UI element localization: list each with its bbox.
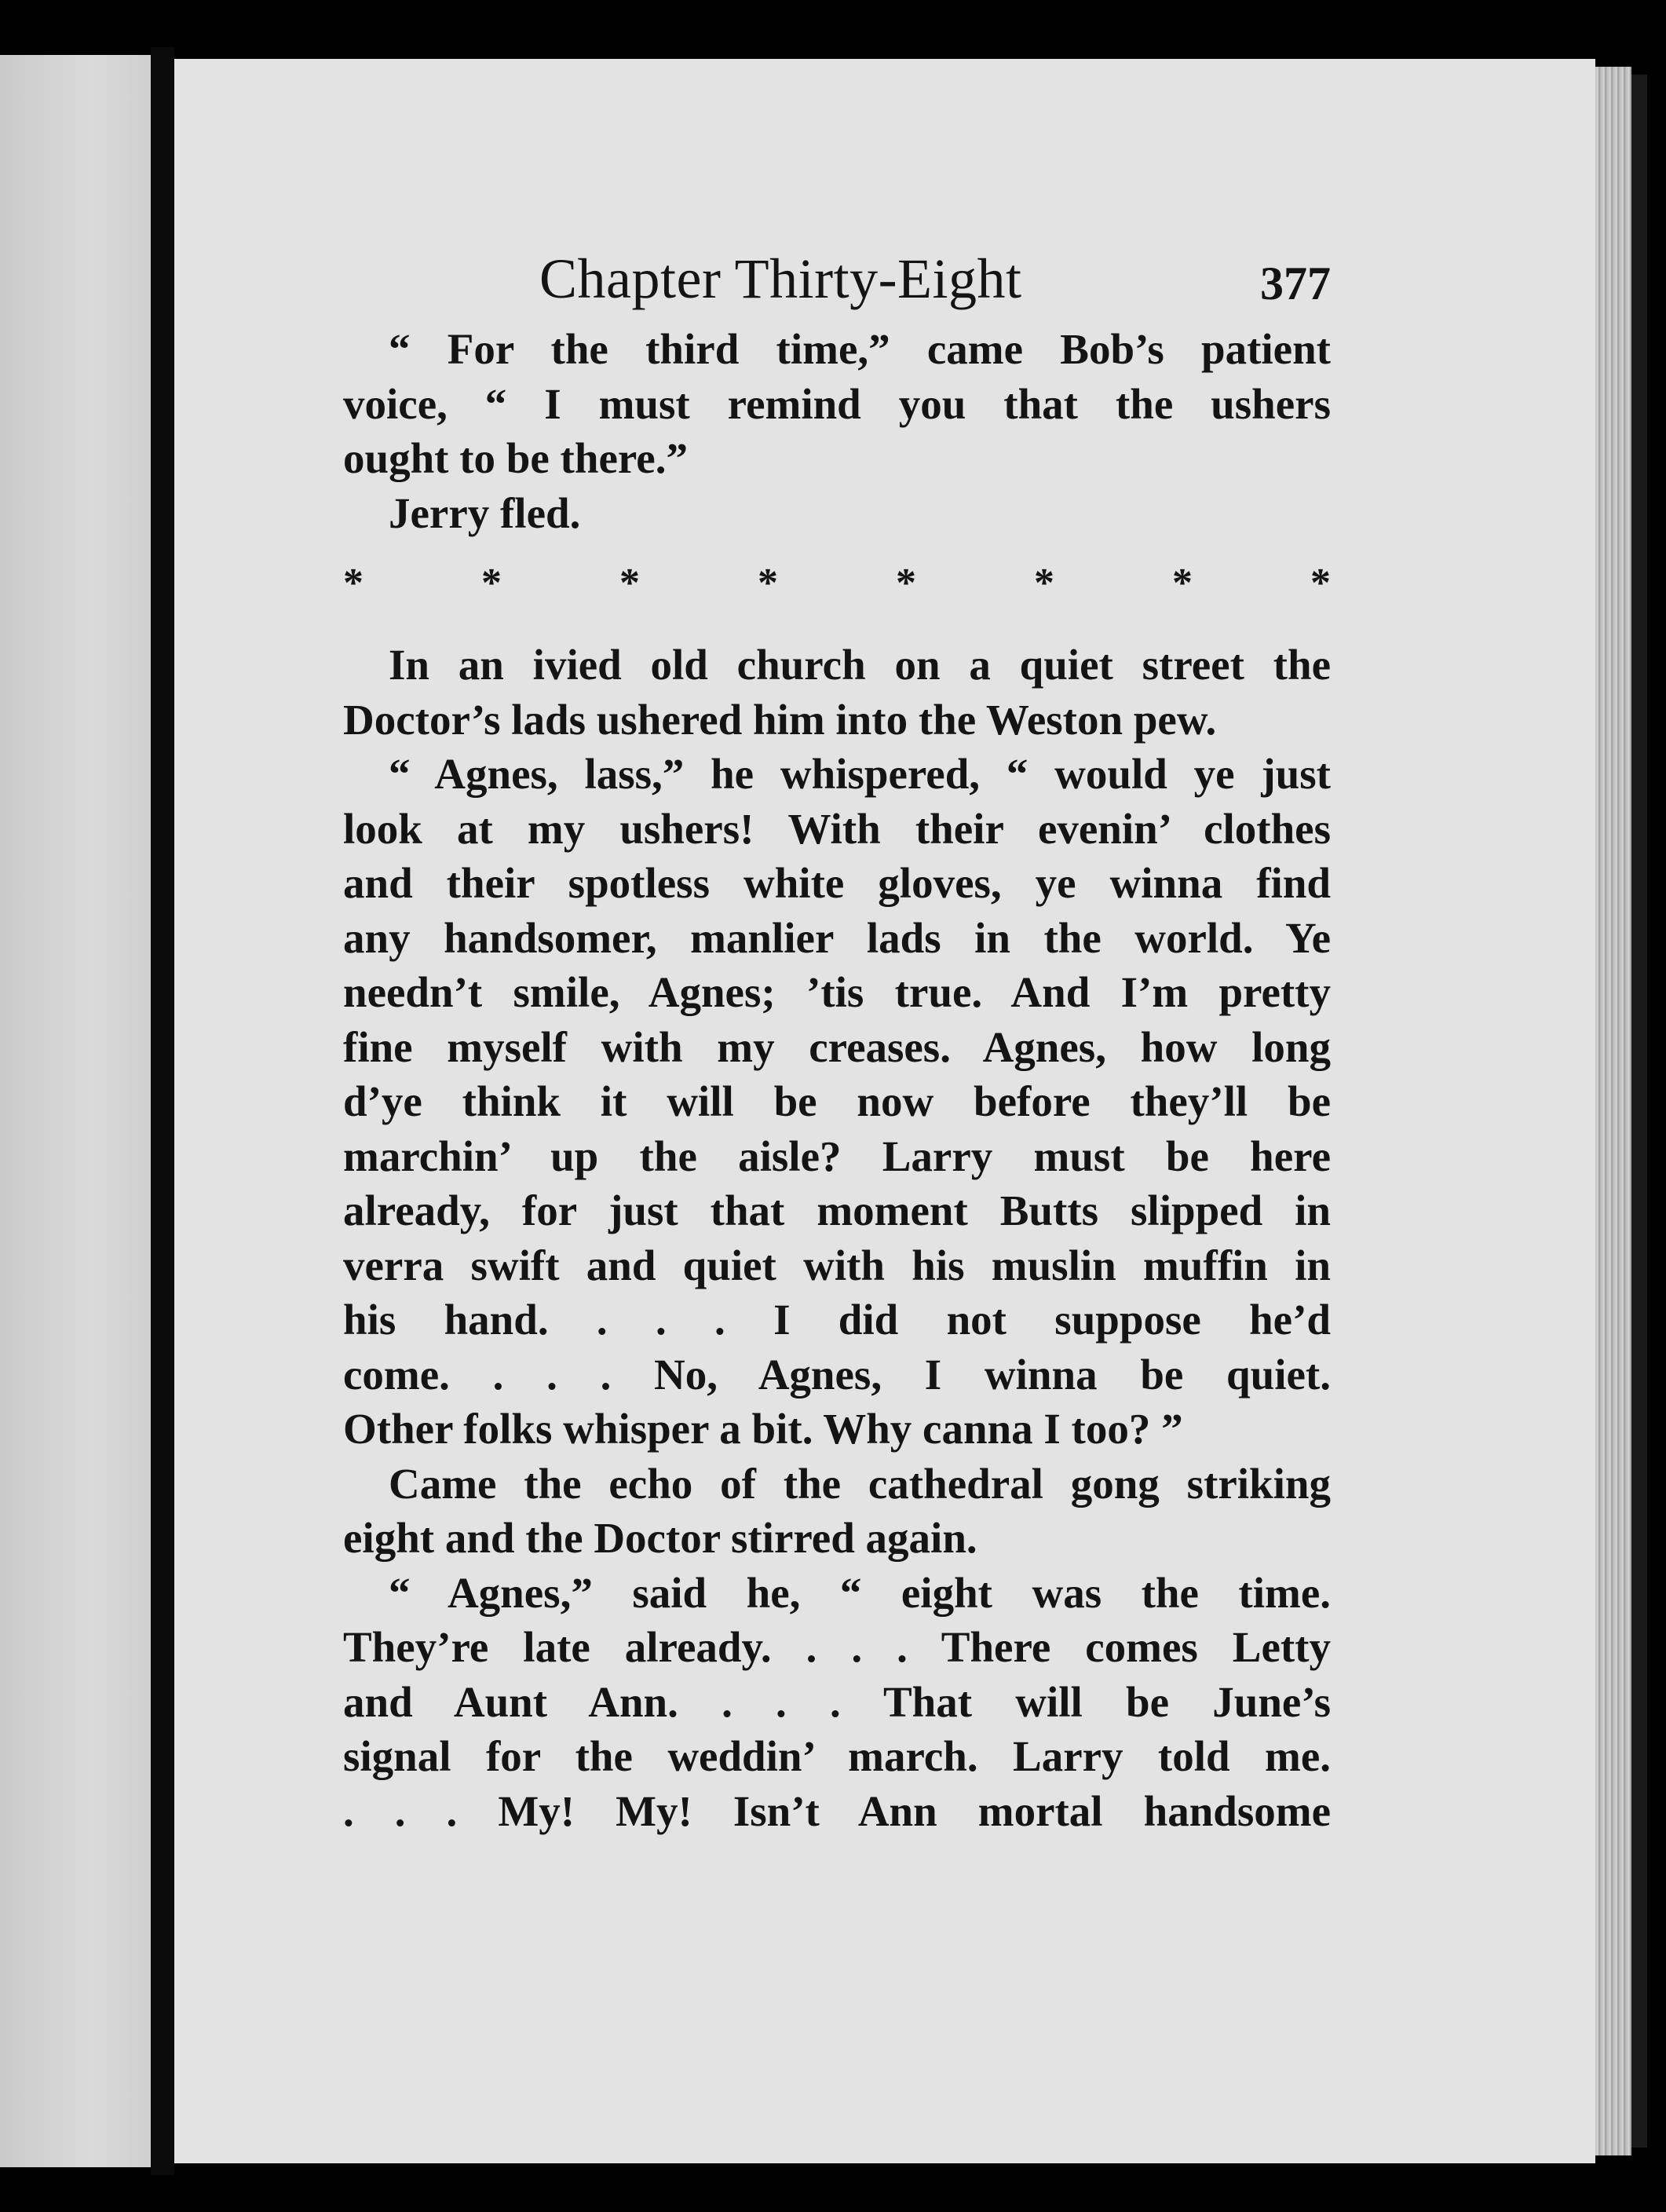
text-line: eight and the Doctor stirred again. [343, 1514, 977, 1562]
passage-after-break [343, 638, 1331, 1838]
text-line: come. . . . No, Agnes, I winna be quiet. [343, 1350, 1331, 1398]
text-line: signal for the weddin’ march. Larry told me. [343, 1732, 1331, 1780]
text-line: . . . My! My! Isn’t Ann mortal handsome [343, 1786, 1331, 1835]
text-line: Doctor’s lads ushered him into the Weston pew. [343, 695, 1217, 744]
section-break [343, 543, 1331, 622]
chapter-title: Chapter Thirty-Eight [539, 247, 1022, 310]
text-line: “ Agnes,” said he, “ eight was the time. [389, 1568, 1331, 1617]
page-text [343, 236, 1331, 1838]
text-line: marchin’ up the aisle? Larry must be here [343, 1132, 1331, 1180]
text-line: needn’t smile, Agnes; ’tis true. And I’m pretty [343, 968, 1331, 1016]
text-line: Jerry fled. [389, 488, 581, 537]
text-line: voice, “ I must remind you that the ushers [343, 379, 1331, 428]
passage-before-break [343, 322, 1331, 540]
text-line: They’re late already. . . . There comes Letty [343, 1623, 1331, 1671]
asterism-star: * [1172, 560, 1193, 605]
text-line: and Aunt Ann. . . . That will be June’s [343, 1677, 1331, 1726]
facing-page-edge [0, 55, 151, 2167]
text-line: In an ivied old church on a quiet street the [389, 641, 1331, 689]
text-line: fine myself with my creases. Agnes, how long [343, 1022, 1331, 1071]
running-head [343, 236, 1331, 322]
page-number: 377 [1260, 258, 1331, 309]
text-line: verra swift and quiet with his muslin muffin in [343, 1241, 1331, 1289]
asterism-star: * [1034, 560, 1054, 605]
asterism-star: * [481, 560, 502, 605]
asterism-star: * [619, 560, 640, 605]
text-line: ought to be there.” [343, 434, 688, 482]
text-line: any handsomer, manlier lads in the world. Ye [343, 913, 1331, 962]
asterism-star: * [343, 560, 364, 605]
text-line: “ For the third time,” came Bob’s patient [389, 325, 1331, 373]
asterism-star: * [896, 560, 916, 605]
text-line: “ Agnes, lass,” he whispered, “ would ye just [389, 750, 1331, 798]
text-line: Came the echo of the cathedral gong striking [389, 1459, 1331, 1508]
page-stack-edge [1595, 67, 1631, 2155]
text-line: look at my ushers! With their evenin’ clothes [343, 804, 1331, 853]
asterism-star: * [1310, 560, 1331, 605]
book-cover-edge [1631, 75, 1647, 2148]
text-line: d’ye think it will be now before they’ll be [343, 1077, 1331, 1125]
book-gutter [151, 47, 174, 2175]
text-line: and their spotless white gloves, ye winna find [343, 859, 1331, 907]
text-line: Other folks whisper a bit. Why canna I too? ” [343, 1405, 1183, 1453]
asterism-star: * [758, 560, 778, 605]
text-line: his hand. . . . I did not suppose he’d [343, 1296, 1331, 1344]
text-line: already, for just that moment Butts slipped in [343, 1186, 1331, 1234]
